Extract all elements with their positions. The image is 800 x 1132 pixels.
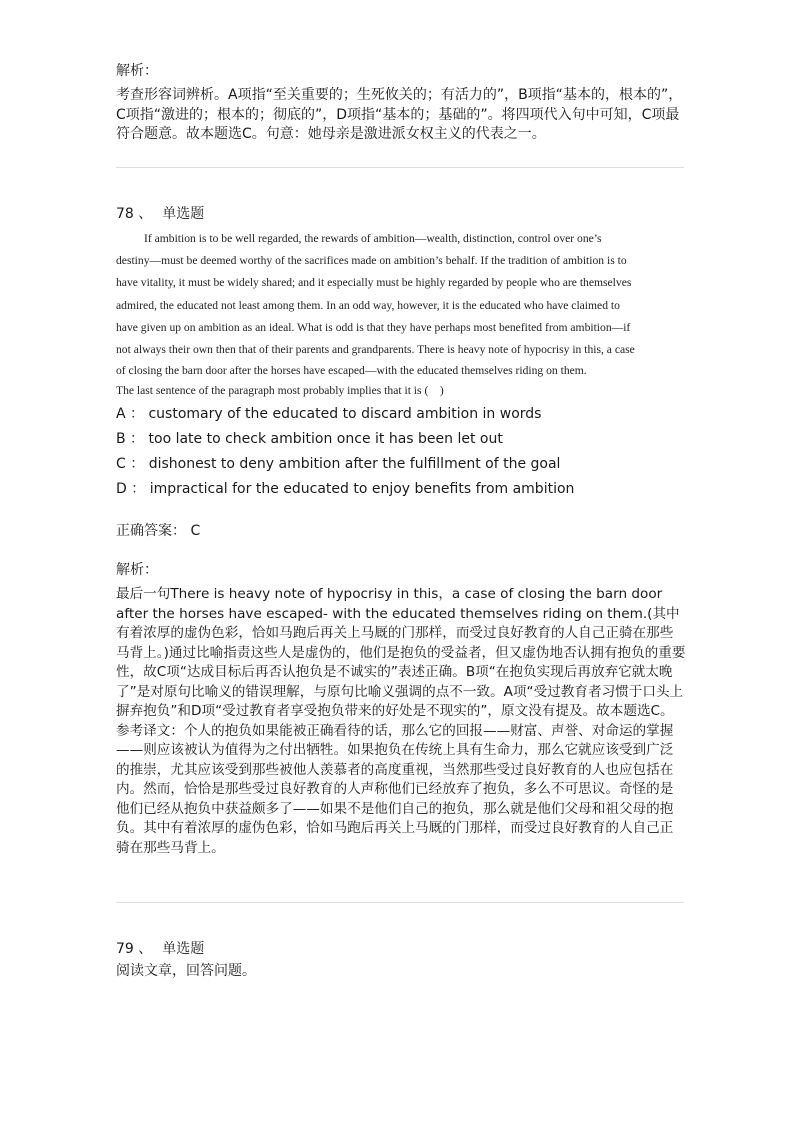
option-text: customary of the educated to discard ambition in words xyxy=(148,406,542,422)
prev-analysis-text: 考查形容词辨析。A项指“至关重要的；生死攸关的；有活力的”，B项指“基本的，根本的”，C项指“激进的；根本的；彻底的”，D项指“基本的；基础的”。将四项代入句中可知，C项最符合题意。故本题选C。句意：她母亲是激进派女权主义的代表之一。 xyxy=(116,87,683,142)
passage-line: admired, the educated not least among them. In an odd way, however, it is the educated who have claimed to xyxy=(116,298,620,312)
option-text: impractical for the educated to enjoy benefits from ambition xyxy=(149,481,575,497)
correct-answer xyxy=(116,520,200,540)
passage-line: of closing the barn door after the horses have escaped—with the educated themselves riding on them. xyxy=(116,364,587,378)
option-text: too late to check ambition once it has been let out xyxy=(148,431,503,447)
option-b[interactable] xyxy=(116,428,503,448)
option-letter: D ： xyxy=(116,481,146,497)
question-type: 单选题 xyxy=(162,941,205,957)
passage-line: have given up on ambition as an ideal. What is odd is that they have perhaps most benefited from ambition—if xyxy=(116,320,631,334)
question-79-prompt: 阅读文章，回答问题。 xyxy=(116,963,256,979)
question-number: 79 、 xyxy=(116,941,153,957)
option-letter: C ： xyxy=(116,456,145,472)
passage-line: If ambition is to be well regarded, the rewards of ambition—wealth, distinction, control over one’s xyxy=(144,232,602,245)
option-text: dishonest to deny ambition after the fulfillment of the goal xyxy=(148,456,561,472)
question-stem: The last sentence of the paragraph most probably implies that it is ( ) xyxy=(116,384,444,398)
passage-line: destiny—must be deemed worthy of the sacrifices made on ambition’s behalf. If the tradition of ambition is to xyxy=(116,254,627,268)
option-c[interactable] xyxy=(116,453,560,473)
option-letter: B ： xyxy=(116,431,145,447)
passage-line: have vitality, it must be widely shared; and it especially must be highly regarded by people who are themselves xyxy=(116,276,632,290)
divider xyxy=(116,167,684,168)
analysis-text: 最后一句There is heavy note of hypocrisy in this，a case of closing the barn door after the horses have escaped- with the educated themselves riding on them.(其中有着浓厚的虚伪色彩，恰如马跑后再关上马厩的门那样，而受过良好教育的人自己正骑在那些马背上。)通过比喻指责这些人是虚伪的，他们是抱负的受益者，但又虚伪地否认拥有抱负的重要性，故C项“达成目标后再否认抱负是不诚实的”表述正确。B项“在抱负实现后再放弃它就太晚了”是对原句比喻义的错误理解，与原句比喻义强调的点不一致。A项“受过教育者习惯于口头上摒弃抱负”和D项“受过教育者享受抱负带来的好处是不现实的”，原文没有提及。故本题选C。参考译文：个人的抱负如果能被正确看待的话，那么它的回报——财富、声誉、对命运的掌握——则应该被认为值得为之付出牺牲。如果抱负在传统上具有生命力，那么它就应该受到广泛的推崇，尤其应该受到那些被他人羡慕者的高度重视，当然那些受过良好教育的人也应包括在内。然而，恰恰是那些受过良好教育的人声称他们已经放弃了抱负，多么不可思议。奇怪的是他们已经从抱负中获益颇多了——如果不是他们自己的抱负，那么就是他们父母和祖父母的抱负。其中有着浓厚的虚伪色彩，恰如马跑后再关上马厩的门那样，而受过良好教育的人自己正骑在那些马背上。 xyxy=(116,586,686,856)
question-79-header xyxy=(116,938,214,958)
question-type: 单选题 xyxy=(162,206,205,222)
prev-analysis-label: 解析： xyxy=(116,63,158,79)
passage-line: not always their own then that of their parents and grandparents. There is heavy note of hypocrisy in this, a case xyxy=(116,343,635,357)
analysis-label: 解析： xyxy=(116,562,158,578)
answer-value: C xyxy=(190,523,201,539)
question-78-passage xyxy=(116,228,686,401)
question-number: 78 、 xyxy=(116,206,153,222)
option-d[interactable] xyxy=(116,478,574,498)
answer-label: 正确答案： xyxy=(116,523,186,539)
question-78-header xyxy=(116,203,214,223)
option-a[interactable] xyxy=(116,403,541,423)
divider xyxy=(116,902,684,903)
option-letter: A ： xyxy=(116,406,145,422)
